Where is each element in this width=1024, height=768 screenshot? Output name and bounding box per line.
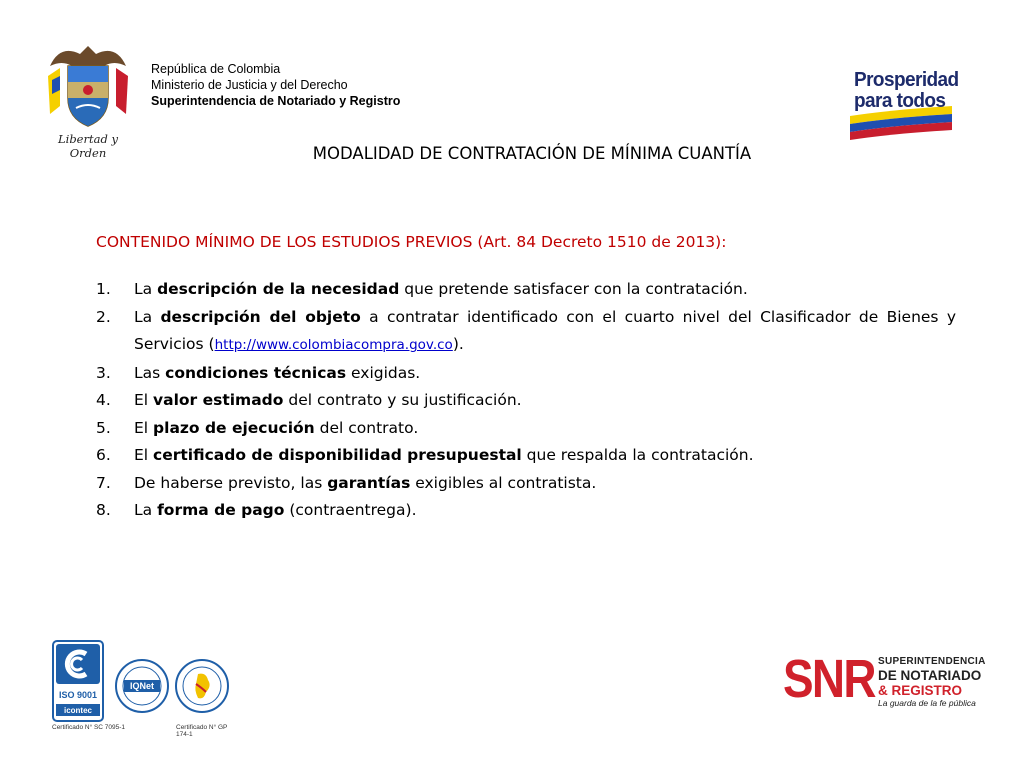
list-item: 3. Las condiciones técnicas exigidas. [96,363,421,382]
page-title: MODALIDAD DE CONTRATACIÓN DE MÍNIMA CUANTÍA [312,144,752,163]
snr-line3: & REGISTRO [878,683,963,698]
snr-acronym: SNR [783,649,875,709]
prosperidad-logo [848,66,960,142]
icontec-iso-icon [52,640,104,722]
requirements-list [96,276,956,525]
iqnet-seal-icon [114,658,170,714]
snr-logo [783,649,998,714]
certificate-number-1: Certificado N° SC 7095-1 [52,724,126,731]
coat-of-arms-motto: Libertad y Orden [58,132,118,160]
colombiacompra-link[interactable]: http://www.colombiacompra.gov.co [214,337,453,353]
snr-line1: SUPERINTENDENCIA [878,656,986,667]
institution-line-republic: República de Colombia [151,62,281,76]
list-item: 5. El plazo de ejecución del contrato. [96,418,419,437]
list-item: 7. De haberse previsto, las garantías exigibles al contratista. [96,473,597,492]
section-heading: CONTENIDO MÍNIMO DE LOS ESTUDIOS PREVIOS (Art. 84 Decreto 1510 de 2013): [96,233,727,251]
snr-text-block [878,656,986,709]
prosperidad-line1: Prosperidad [854,69,959,91]
iqnet-label: IQNet [129,681,155,691]
certification-badges [52,640,242,740]
prosperidad-line2: para todos [854,90,946,112]
list-item: 6. El certificado de disponibilidad presupuestal que respalda la contratación. [96,446,754,464]
ntcgp-seal-icon [174,658,230,714]
institution-block [151,61,400,109]
coat-of-arms-icon [40,36,136,132]
certificate-number-2: Certificado N° GP 174-1 [176,724,228,738]
list-item: 2. La descripción del objeto a contratar identificado con el cuarto nivel del Clasificador de Bienes y Servicios (http://www.colombiacompra.gov.co). [96,307,956,353]
iso-label: ISO 9001 [58,690,98,700]
institution-line-superintendence: Superintendencia de Notariado y Registro [151,94,401,108]
icontec-label: icontec [63,706,93,715]
snr-line2: DE NOTARIADO [878,668,982,683]
coat-of-arms [40,36,136,160]
list-item: 1. La descripción de la necesidad que pretende satisfacer con la contratación. [96,280,748,298]
prosperidad-wordmark [854,70,959,112]
list-item: 4. El valor estimado del contrato y su justificación. [96,391,522,409]
institution-line-ministry: Ministerio de Justicia y del Derecho [151,78,348,92]
main-content [96,233,956,525]
snr-tagline: La guarda de la fe pública [878,698,976,708]
list-item: 8. La forma de pago (contraentrega). [96,501,417,519]
